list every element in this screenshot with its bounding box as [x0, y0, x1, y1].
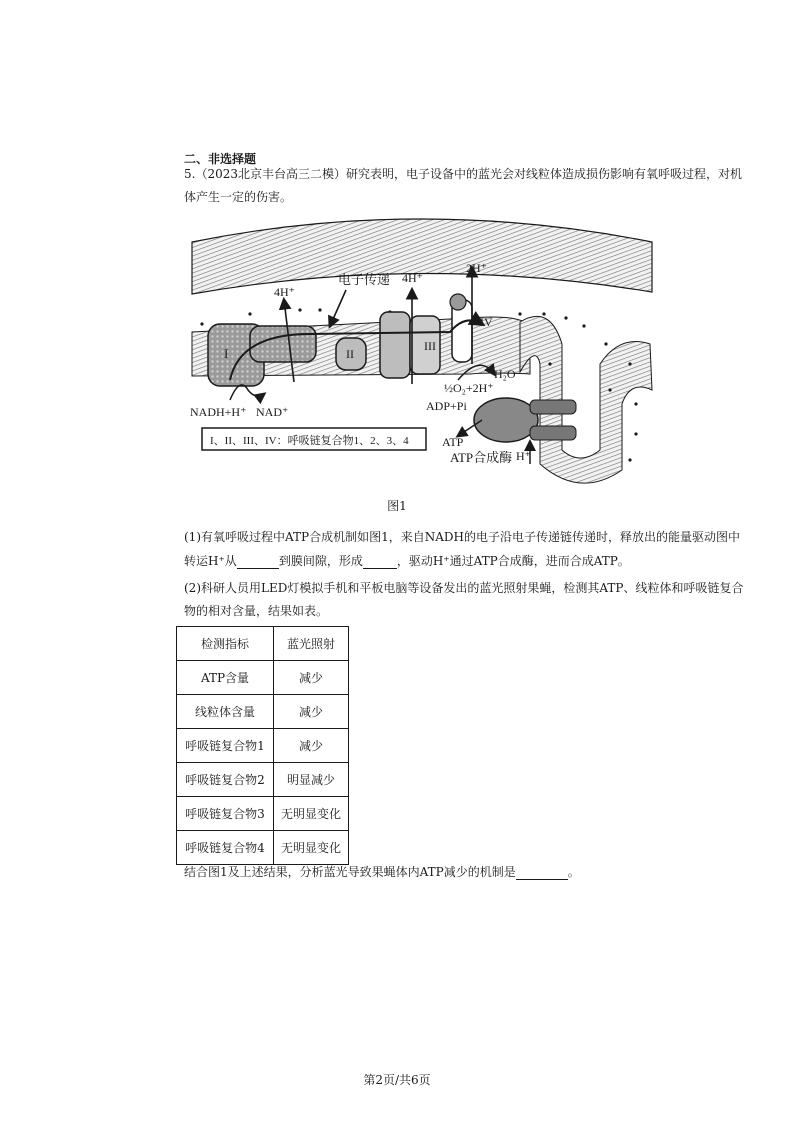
table-cell: 呼吸链复合物4	[177, 831, 274, 865]
table-cell: 明显减少	[274, 763, 349, 797]
label-nad: NAD⁺	[256, 405, 289, 419]
label-2h: 2H⁺	[466, 261, 487, 275]
table-header-cell: 蓝光照射	[274, 627, 349, 661]
table-cell: 减少	[274, 729, 349, 763]
part2-line1: (2)科研人员用LED灯模拟手机和平板电脑等设备发出的蓝光照射果蝇，检测其ATP、线粒体和呼吸链复合	[184, 581, 744, 595]
answer-blank-1[interactable]	[237, 556, 279, 569]
complex-3	[380, 312, 410, 378]
nadh-curve	[230, 385, 264, 400]
table-cell: 呼吸链复合物3	[177, 797, 274, 831]
legend-text: I、II、III、IV：呼吸链复合物1、2、3、4	[210, 435, 409, 447]
page-footer: 第2页/共6页	[363, 1073, 431, 1087]
table-cell: 无明显变化	[274, 831, 349, 865]
table-header-row	[177, 627, 349, 661]
part1-text-c: ，驱动H⁺通过ATP合成酶，进而合成ATP。	[396, 554, 630, 568]
table-cell: ATP含量	[177, 661, 274, 695]
conclusion-line	[184, 864, 580, 880]
table-row	[177, 763, 349, 797]
part1-text-a: 转运H⁺从	[184, 554, 237, 568]
table-cell: 呼吸链复合物2	[177, 763, 274, 797]
label-water: H₂O	[494, 367, 516, 381]
label-atp: ATP	[442, 435, 464, 449]
table-cell: 呼吸链复合物1	[177, 729, 274, 763]
label-complex-3: III	[424, 339, 436, 353]
label-complex-2: II	[346, 347, 354, 361]
table-row	[177, 729, 349, 763]
table-cell: 减少	[274, 661, 349, 695]
table-row	[177, 797, 349, 831]
label-4h-left: 4H⁺	[274, 285, 295, 299]
answer-blank-2[interactable]	[363, 556, 397, 569]
label-nadh: NADH+H⁺	[190, 405, 247, 419]
figure-caption: 图1	[387, 499, 407, 513]
label-complex-1: I	[224, 346, 229, 361]
mitochondria-diagram	[190, 214, 656, 490]
electron-pointer	[330, 290, 346, 326]
atp-synthase	[474, 398, 538, 442]
table-header-cell: 检测指标	[177, 627, 274, 661]
label-atp-synthase: ATP合成酶	[450, 450, 513, 465]
part1-text-b: 到膜间隙，形成	[278, 554, 363, 568]
label-h-plus: H⁺	[516, 449, 531, 463]
part1-line1: (1)有氧呼吸过程中ATP合成机制如图1，来自NADH的电子沿电子传递链传递时，释放出的能量驱动图中	[184, 530, 740, 544]
label-electron-transfer: 电子传递	[338, 272, 391, 287]
label-complex-4: IV	[480, 315, 493, 329]
table-row	[177, 831, 349, 865]
label-4h-right: 4H⁺	[402, 271, 423, 285]
table-cell: 无明显变化	[274, 797, 349, 831]
table-cell: 减少	[274, 695, 349, 729]
answer-blank-3[interactable]	[516, 867, 568, 880]
label-adp: ADP+Pi	[426, 399, 467, 413]
question-intro-line2: 体产生一定的伤害。	[184, 190, 293, 204]
part2-line2: 物的相对含量，结果如表。	[184, 604, 329, 618]
section-title: 二、非选择题	[184, 152, 257, 166]
label-oxygen: ½O₂+2H⁺	[444, 381, 494, 395]
question-intro-line1: 5.（2023北京丰台高三二模）研究表明，电子设备中的蓝光会对线粒体造成损伤影响有氧呼吸过程，对机	[184, 167, 742, 181]
conclusion-text-a: 结合图1及上述结果，分析蓝光导致果蝇体内ATP减少的机制是	[184, 865, 516, 879]
table-row	[177, 661, 349, 695]
table-cell: 线粒体含量	[177, 695, 274, 729]
conclusion-text-b: 。	[567, 865, 580, 879]
results-table	[176, 626, 349, 865]
table-row	[177, 695, 349, 729]
part1-line2	[184, 553, 630, 569]
